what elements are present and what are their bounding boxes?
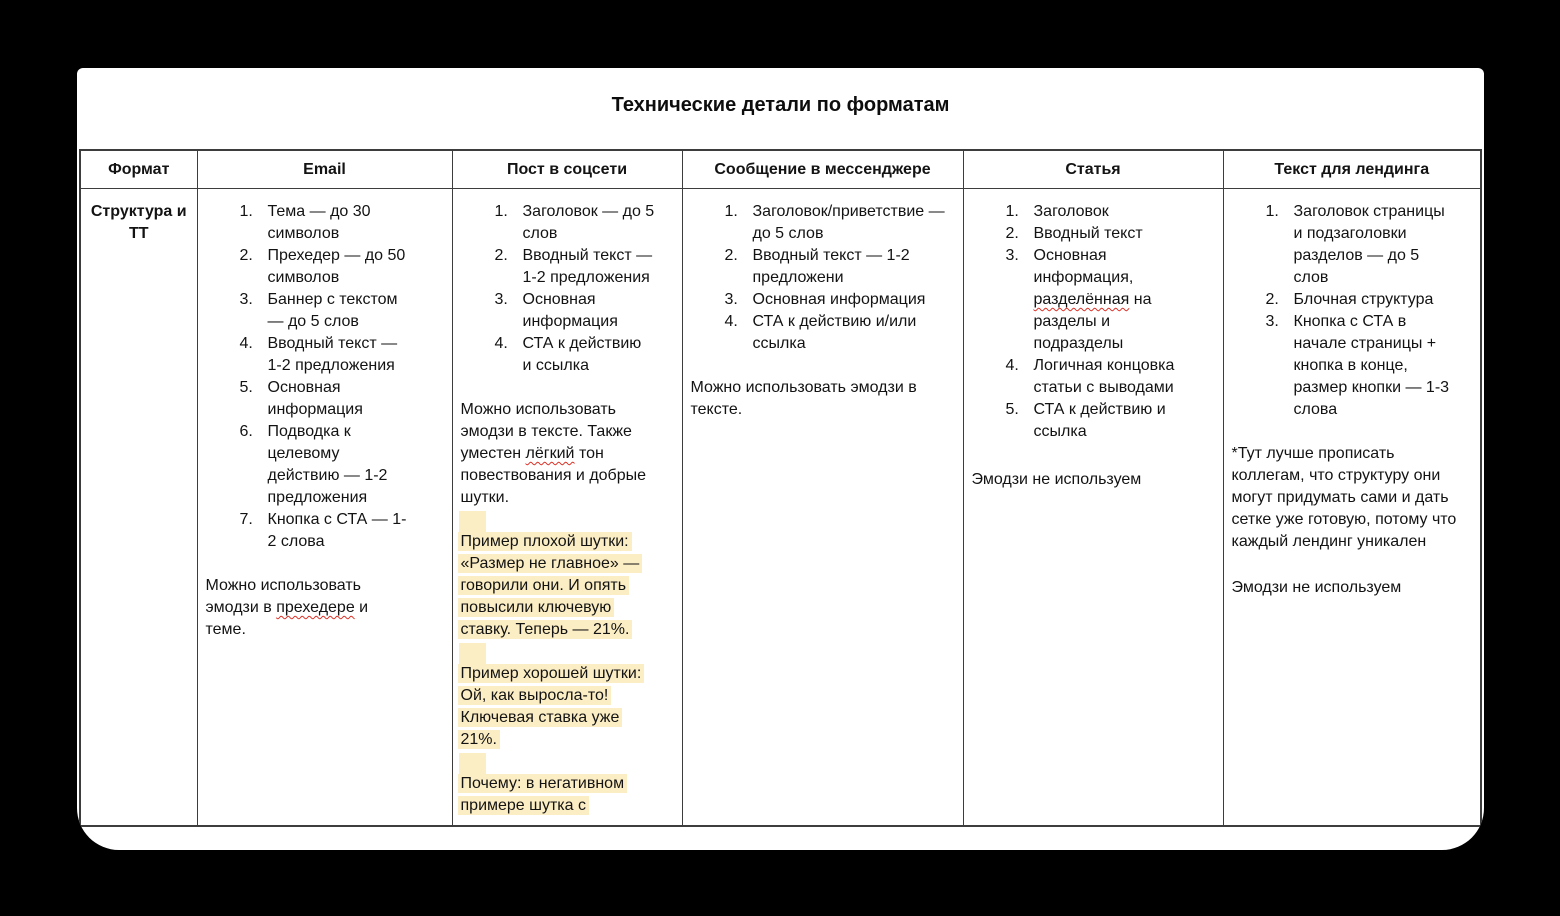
column-header-post: Пост в соцсети bbox=[452, 150, 682, 189]
column-header-article: Статья bbox=[963, 150, 1223, 189]
cell-article bbox=[963, 189, 1223, 827]
joke-explanation: Почему: в негативном примере шутка с bbox=[461, 773, 655, 817]
messenger-note: Можно использовать эмодзи в тексте. bbox=[690, 379, 917, 418]
list-item: Основная информация bbox=[522, 291, 618, 330]
article-list bbox=[972, 201, 1198, 443]
list-item: Логичная концовка статьи с выводами bbox=[1033, 357, 1175, 396]
landing-list bbox=[1232, 201, 1459, 421]
landing-note: Эмодзи не используем bbox=[1231, 579, 1402, 596]
list-item: Тема — до 30 символов bbox=[267, 203, 371, 242]
list-item: Заголовок bbox=[1033, 203, 1109, 220]
formats-table bbox=[79, 149, 1482, 827]
post-list bbox=[461, 201, 655, 377]
misspelled-word: разделённая bbox=[1033, 291, 1130, 308]
list-item: Кнопка с СТА в начале страницы + кнопка в конце, размер кнопки — 1-3 слова bbox=[1293, 313, 1450, 418]
messenger-list bbox=[691, 201, 948, 355]
page-title: Технические детали по форматам bbox=[611, 94, 950, 116]
email-list bbox=[206, 201, 412, 553]
list-item: Вводный текст bbox=[1033, 225, 1143, 242]
highlight-blank-line bbox=[461, 751, 655, 773]
landing-footnote: *Тут лучше прописать коллегам, что структуру они могут придумать сами и дать сетке уже готовую, потому что каждый лендинг уникален bbox=[1231, 445, 1457, 550]
list-item: Кнопка с СТА — 1-2 слова bbox=[267, 511, 407, 550]
joke-example-bad: Пример плохой шутки: «Размер не главное» — говорили они. И опять повысили ключевую ставку. Теперь — 21%. bbox=[461, 531, 655, 641]
list-item: СТА к действию и ссылка bbox=[522, 335, 642, 374]
email-note: Можно использовать эмодзи в прехедере и теме. bbox=[205, 577, 369, 638]
list-item: Прехедер — до 50 символов bbox=[267, 247, 406, 286]
highlight-blank-line bbox=[461, 509, 655, 531]
list-item: Заголовок/приветствие — до 5 слов bbox=[752, 203, 945, 242]
column-header-email: Email bbox=[197, 150, 452, 189]
list-item: Основная информация, разделённая на разделы и подразделы bbox=[1033, 247, 1152, 352]
table-body-row bbox=[80, 189, 1481, 827]
list-item: СТА к действию и/или ссылка bbox=[752, 313, 917, 352]
list-item: СТА к действию и ссылка bbox=[1033, 401, 1166, 440]
misspelled-word: прехедере bbox=[276, 599, 355, 616]
list-item: Основная информация bbox=[267, 379, 363, 418]
post-note: Можно использовать эмодзи в тексте. Также уместен лёгкий тон повествования и добрые шутки. bbox=[460, 401, 647, 506]
cell-post bbox=[452, 189, 682, 827]
list-item: Блочная структура bbox=[1293, 291, 1434, 308]
column-header-format: Формат bbox=[80, 150, 197, 189]
column-header-messenger: Сообщение в мессенджере bbox=[682, 150, 963, 189]
list-item: Заголовок — до 5 слов bbox=[522, 203, 655, 242]
article-note: Эмодзи не используем bbox=[971, 471, 1142, 488]
list-item: Баннер с текстом — до 5 слов bbox=[267, 291, 398, 330]
misspelled-word: лёгкий bbox=[525, 445, 575, 462]
cell-email bbox=[197, 189, 452, 827]
list-item: Вводный текст — 1-2 предложения bbox=[267, 335, 398, 374]
joke-example-good: Пример хорошей шутки: Ой, как выросла-то! Ключевая ставка уже 21%. bbox=[461, 663, 655, 751]
row-header-structure-tt: Структура и ТТ bbox=[80, 189, 197, 827]
table-header-row bbox=[80, 150, 1481, 189]
document-card bbox=[77, 68, 1484, 850]
list-item: Вводный текст — 1-2 предложени bbox=[752, 247, 910, 286]
highlight-blank-line bbox=[461, 641, 655, 663]
list-item: Заголовок страницы и подзаголовки разделов — до 5 слов bbox=[1293, 203, 1445, 286]
cell-landing bbox=[1223, 189, 1481, 827]
list-item: Подводка к целевому действию — 1-2 предложения bbox=[267, 423, 388, 506]
list-item: Вводный текст — 1-2 предложения bbox=[522, 247, 653, 286]
list-item: Основная информация bbox=[752, 291, 926, 308]
cell-messenger bbox=[682, 189, 963, 827]
column-header-landing: Текст для лендинга bbox=[1223, 150, 1481, 189]
